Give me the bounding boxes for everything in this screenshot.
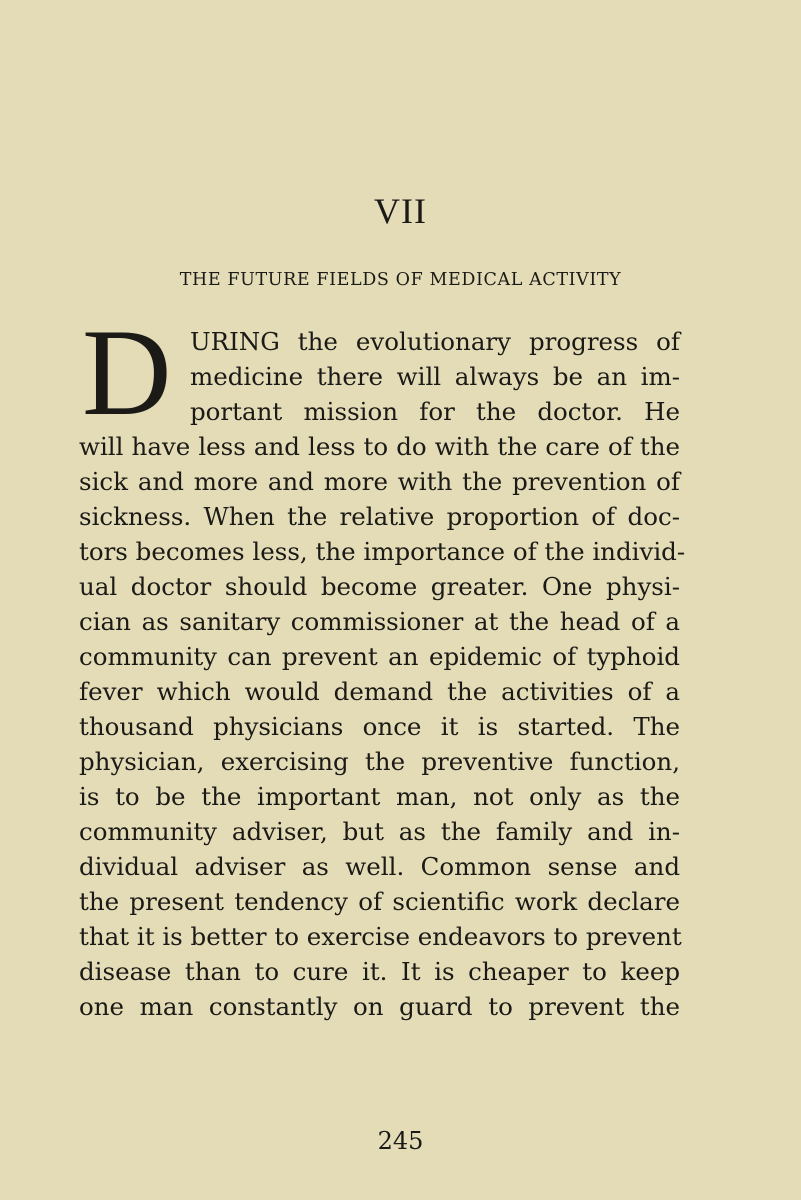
- text-line: medicine there will always be an im-: [190, 362, 680, 391]
- chapter-title: THE FUTURE FIELDS OF MEDICAL ACTIVITY: [179, 270, 622, 290]
- text-line: dividual adviser as well. Common sense and: [79, 852, 680, 881]
- text-line: physician, exercising the preventive function,: [79, 747, 680, 776]
- drop-cap: D: [82, 304, 172, 441]
- text-line: community adviser, but as the family and in-: [79, 817, 680, 846]
- chapter-number: VII: [374, 191, 427, 231]
- text-line: the present tendency of scientific work declare: [79, 887, 680, 916]
- text-line: sickness. When the relative proportion of doc-: [79, 502, 680, 531]
- text-line: sick and more and more with the prevention of: [79, 467, 680, 496]
- text-line: thousand physicians once it is started. The: [79, 712, 680, 741]
- text-line: cian as sanitary commissioner at the head of a: [79, 607, 680, 636]
- text-line: tors becomes less, the importance of the individ-: [79, 537, 686, 566]
- text-line: one man constantly on guard to prevent the: [79, 992, 680, 1021]
- text-line: ual doctor should become greater. One physi-: [79, 572, 680, 601]
- text-line: fever which would demand the activities of a: [79, 677, 680, 706]
- text-line: disease than to cure it. It is cheaper to keep: [79, 957, 680, 986]
- text-line: portant mission for the doctor. He: [190, 397, 680, 426]
- text-line: URING the evolutionary progress of: [190, 327, 680, 356]
- text-line: that it is better to exercise endeavors to prevent: [79, 922, 682, 951]
- page-number: 245: [377, 1127, 424, 1155]
- text-line: is to be the important man, not only as the: [79, 782, 680, 811]
- text-line: community can prevent an epidemic of typhoid: [79, 642, 680, 671]
- text-line: will have less and less to do with the care of the: [79, 432, 680, 461]
